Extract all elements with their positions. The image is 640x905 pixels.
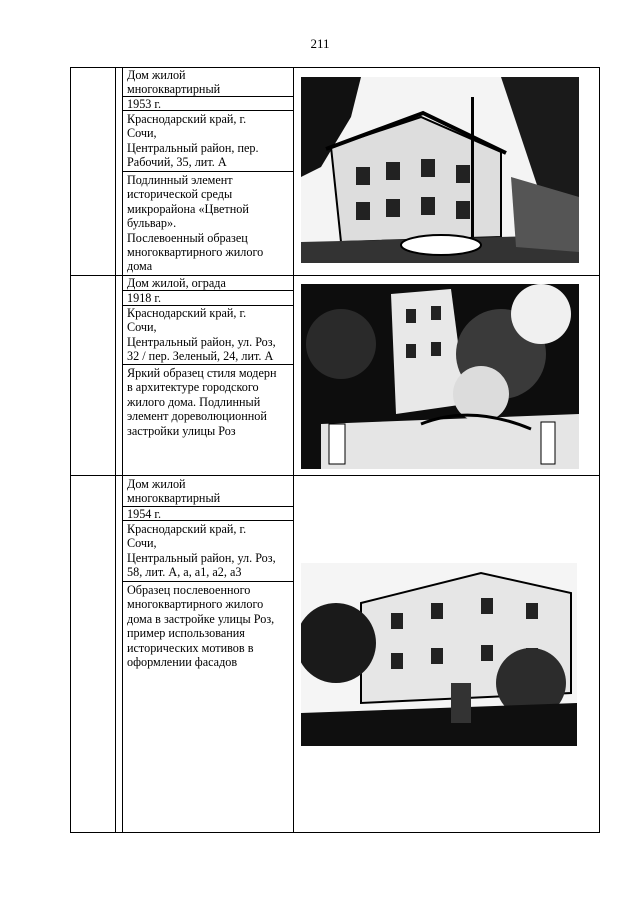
entry-year: 1954 г. (127, 507, 162, 521)
heritage-table (70, 67, 600, 833)
page-number: 211 (310, 36, 330, 51)
entry-address: Краснодарский край, г. Сочи, Центральный район, ул. Роз, 58, лит. А, а, а1, а2, а3 (127, 522, 276, 580)
building-photo-3 (301, 563, 577, 746)
entry-name: Дом жилой многоквартирный (127, 477, 221, 506)
entry-year: 1918 г. (127, 291, 162, 305)
building-photo-2 (301, 284, 579, 469)
building-photo-1 (301, 77, 579, 263)
entry-year: 1953 г. (127, 97, 162, 111)
entry-address: Краснодарский край, г. Сочи, Центральный район, ул. Роз, 32 / пер. Зеленый, 24, лит. А (127, 306, 276, 364)
entry-name: Дом жилой многоквартирный (127, 68, 221, 97)
entry-description: Подлинный элемент исторической среды микрорайона «Цветной бульвар». Послевоенный образец многоквартирного жилого дома (127, 173, 264, 274)
entry-address: Краснодарский край, г. Сочи, Центральный район, пер. Рабочий, 35, лит. А (127, 112, 259, 170)
entry-name: Дом жилой, ограда (127, 276, 226, 290)
entry-description: Образец послевоенного многоквартирного жилого дома в застройке улицы Роз, пример использования исторических мотивов в оформлении фасадов (127, 583, 275, 670)
entry-description: Яркий образец стиля модерн в архитектуре городского жилого дома. Подлинный элемент дореволюционной застройки улицы Роз (127, 366, 277, 438)
